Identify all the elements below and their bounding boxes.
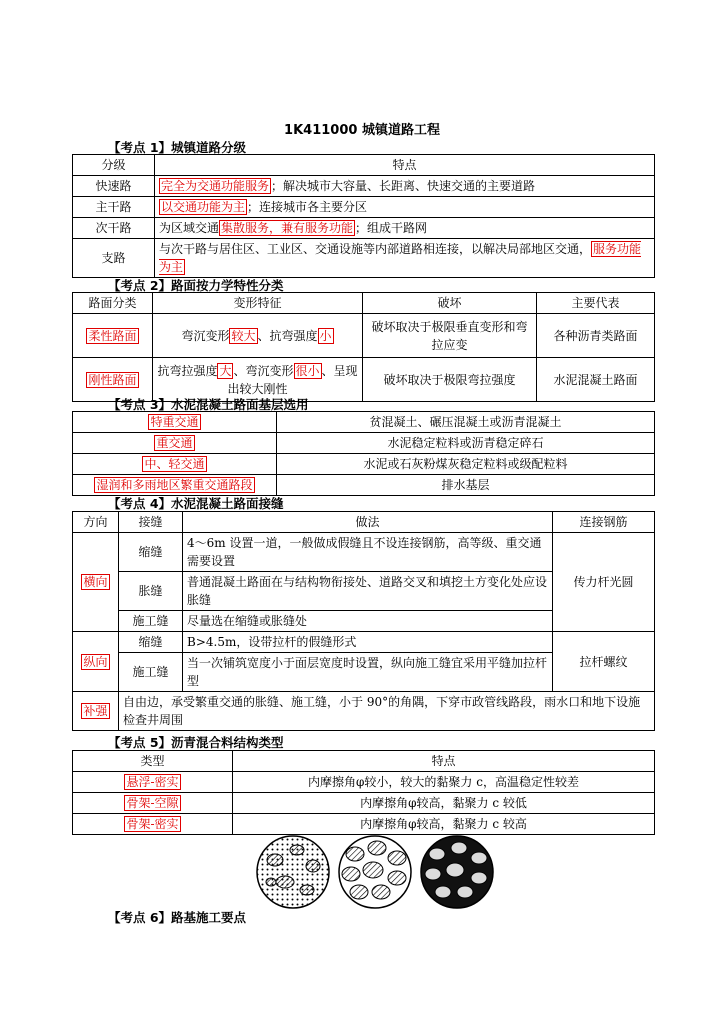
traffic-cell [73,475,277,496]
header-cell: 分级 [73,155,155,176]
header-cell: 特点 [155,155,655,176]
grade-cell: 支路 [73,239,155,278]
rebar-cell: 传力杆光圆 [553,533,655,632]
suspended-dense-circle [257,836,329,908]
highlight-text: 以交通功能为主 [161,200,246,214]
deformation-cell [153,314,363,358]
traffic-cell [73,412,277,433]
base-cell: 水泥或石灰粉煤灰稳定粒料或级配粒料 [277,454,655,475]
highlight-text: 小 [319,328,332,343]
method-cell: B>4.5m，设带拉杆的假缝形式 [183,632,553,653]
direction-cell [73,632,119,692]
joint-cell: 施工缝 [119,653,183,692]
structure-type-cell [73,772,233,793]
structure-type-cell [73,814,233,835]
skeleton-void-circle [339,836,411,908]
base-cell: 贫混凝土、碾压混凝土或沥青混凝土 [277,412,655,433]
method-cell: 自由边，承受繁重交通的胀缝、施工缝，小于 90°的角隅，下穿市政管线路段，雨水口和地下设施检查井周围 [119,692,655,731]
traffic-cell [73,433,277,454]
highlight-text: 骨架-空隙 [126,796,179,810]
table-row [73,155,655,176]
feature-cell [155,197,655,218]
representative-cell: 各种沥青类路面 [537,314,655,358]
header-cell: 破坏 [363,293,537,314]
table-row [73,751,655,772]
joint-cell: 胀缝 [119,572,183,611]
table-row [73,197,655,218]
text: 现出较大刚性 [227,363,358,396]
structure-type-cell [73,793,233,814]
feature-cell: 内摩擦角φ较高，黏聚力 c 较低 [233,793,655,814]
section-5-heading: 【考点 5】沥青混合料结构类型 [108,735,284,750]
text: 与次干路与居住区、工业区、交通设施等内部道路相连接，以解决局部地区交通， [159,242,592,256]
highlight-text: 服务功能为主 [159,242,642,274]
feature-cell: 内摩擦角φ较小，较大的黏聚力 c，高温稳定性较差 [233,772,655,793]
traffic-cell [73,454,277,475]
table-row [73,793,655,814]
highlight-text: 纵向 [83,654,108,669]
table-row [73,176,655,197]
rebar-cell: 拉杆螺纹 [553,632,655,692]
highlight-text: 很小 [295,363,320,378]
header-cell: 接缝 [119,512,183,533]
pavement-type-table [72,292,655,402]
table-row [73,454,655,475]
grade-cell: 快速路 [73,176,155,197]
section-1-heading: 【考点 1】城镇道路分级 [108,140,247,155]
text: ；解决城市大容量、长距离、快速交通的主要道路 [271,179,536,193]
text: ；连接城市各主要分区 [247,200,368,214]
table-row [73,772,655,793]
method-cell: 尽量选在缩缝或胀缝处 [183,611,553,632]
table-row [73,632,655,653]
joint-cell: 施工缝 [119,611,183,632]
method-cell: 当一次铺筑宽度小于面层宽度时设置，纵向施工缝宜采用平缝加拉杆型 [183,653,553,692]
header-cell: 类型 [73,751,233,772]
direction-cell [73,692,119,731]
table-row [73,475,655,496]
highlight-text: 完全为交通功能服务 [161,179,270,193]
base-cell: 水泥稳定粒料或沥青稳定碎石 [277,433,655,454]
highlight-text: 集散服务，兼有服务功能 [221,221,354,235]
document-title: 1K411000 城镇道路工程 [284,123,440,138]
header-cell: 连接钢筋 [553,512,655,533]
text: 抗弯拉强度 [157,363,218,378]
table-row [73,533,655,572]
grade-cell: 主干路 [73,197,155,218]
feature-cell [155,239,655,278]
skeleton-dense-circle [421,836,493,908]
table-row [73,314,655,358]
highlight-text: 悬浮-密实 [126,775,179,789]
text: 、弯沉变形 [233,363,294,378]
method-cell: 4～6m 设置一道，一般做成假缝且不设连接钢筋，高等级、重交通需要设置 [183,533,553,572]
highlight-text: 柔性路面 [88,328,137,343]
highlight-text: 特重交通 [150,415,199,429]
representative-cell: 水泥混凝土路面 [537,358,655,402]
text: 弯沉变形 [181,328,230,343]
failure-cell: 破坏取决于极限垂直变形和弯拉应变 [363,314,537,358]
base-selection-table [72,411,655,496]
text: 为区域交通 [159,221,220,235]
feature-cell [155,176,655,197]
road-grade-table [72,154,655,278]
direction-cell [73,533,119,632]
highlight-text: 横向 [83,575,108,589]
method-cell: 普通混凝土路面在与结构物衔接处、道路交叉和填挖土方变化处应设胀缝 [183,572,553,611]
header-cell: 方向 [73,512,119,533]
failure-cell: 破坏取决于极限弯拉强度 [363,358,537,402]
header-cell: 路面分类 [73,293,153,314]
table-row [73,218,655,239]
asphalt-structure-illustration [255,832,495,912]
table-row [73,293,655,314]
asphalt-structure-table [72,750,655,835]
pavement-type-cell [73,314,153,358]
joint-table [72,511,655,731]
feature-cell: 内摩擦角φ较高，黏聚力 c 较高 [233,814,655,835]
joint-cell: 缩缝 [119,533,183,572]
header-cell: 特点 [233,751,655,772]
highlight-text: 补强 [83,704,108,718]
table-row [73,239,655,278]
joint-cell: 缩缝 [119,632,183,653]
header-cell: 做法 [183,512,553,533]
header-cell: 变形特征 [153,293,363,314]
grade-cell: 次干路 [73,218,155,239]
text: ；组成干路网 [355,221,428,235]
highlight-text: 刚性路面 [88,372,137,387]
highlight-text: 骨架-密实 [126,817,179,831]
highlight-text: 较大 [231,328,256,343]
highlight-text: 大 [219,363,232,378]
table-row [73,433,655,454]
table-row [73,412,655,433]
highlight-text: 中、轻交通 [144,457,205,471]
highlight-text: 湿润和多雨地区繁重交通路段 [96,478,253,492]
table-row [73,512,655,533]
highlight-text: 重交通 [156,436,193,450]
base-cell: 排水基层 [277,475,655,496]
section-2-heading: 【考点 2】路面按力学特性分类 [108,278,284,293]
section-3-heading: 【考点 3】水泥混凝土路面基层选用 [108,397,309,412]
section-4-heading: 【考点 4】水泥混凝土路面接缝 [108,496,284,511]
text: 、抗弯强度 [257,328,318,343]
table-row [73,692,655,731]
text: 、呈 [321,363,346,378]
feature-cell [155,218,655,239]
section-6-heading: 【考点 6】路基施工要点 [108,910,247,925]
header-cell: 主要代表 [537,293,655,314]
